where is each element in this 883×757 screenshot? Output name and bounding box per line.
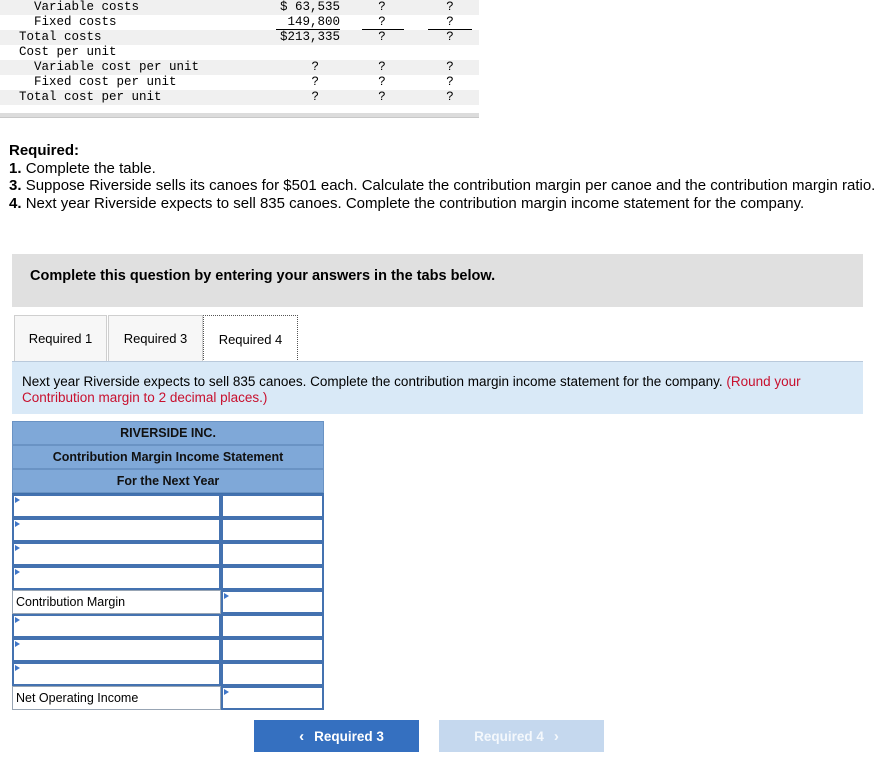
- tab-required-1[interactable]: Required 1: [14, 315, 107, 362]
- line-item-select[interactable]: [12, 542, 221, 566]
- net-operating-income-label: Net Operating Income: [12, 686, 221, 710]
- dropdown-marker-icon: [15, 497, 20, 503]
- cell-col2: ?: [378, 0, 386, 14]
- amount-input[interactable]: [221, 518, 324, 542]
- row-label: Total cost per unit: [19, 90, 162, 104]
- required-instructions: [9, 142, 881, 212]
- contribution-margin-input[interactable]: [221, 590, 324, 614]
- row-label: Fixed costs: [34, 15, 117, 29]
- cost-row-total-costs: [0, 30, 479, 45]
- cell-col1: $ 63,535: [279, 0, 340, 14]
- cell-col1: ?: [311, 75, 319, 89]
- statement-row-6: [12, 638, 324, 662]
- chevron-left-icon: ‹: [299, 727, 305, 745]
- line-item-select[interactable]: [12, 518, 221, 542]
- table-bottom-rule: [0, 113, 479, 118]
- next-required-4-button[interactable]: [439, 720, 604, 752]
- amount-input[interactable]: [221, 566, 324, 590]
- row-label: Variable cost per unit: [34, 60, 200, 74]
- item4-num: 4.: [9, 194, 22, 212]
- cell-col3: ?: [446, 60, 454, 74]
- cell-col3: ?: [446, 15, 454, 29]
- item4-text: Next year Riverside expects to sell 835 canoes. Complete the contribution margin income statement for the company.: [25, 194, 805, 212]
- cell-col2: ?: [378, 90, 386, 104]
- question-panel: [12, 362, 863, 414]
- input-marker-icon: [224, 593, 229, 599]
- cost-row-fixed-costs: [0, 15, 479, 30]
- cell-col1: $213,335: [279, 30, 340, 44]
- next-button-label: Required 4: [474, 728, 544, 744]
- row-label: Cost per unit: [19, 45, 117, 59]
- prev-button-label: Required 3: [314, 728, 384, 744]
- dropdown-marker-icon: [15, 641, 20, 647]
- tab-required-4[interactable]: Required 4: [203, 315, 298, 362]
- cell-col3: ?: [446, 0, 454, 14]
- amount-input[interactable]: [221, 494, 324, 518]
- net-operating-income-input[interactable]: [221, 686, 324, 710]
- cell-col1: ?: [311, 90, 319, 104]
- cell-col3: ?: [446, 90, 454, 104]
- instructions-text: Complete this question by entering your answers in the tabs below.: [30, 268, 496, 284]
- statement-row-net-operating-income: [12, 686, 324, 710]
- amount-input[interactable]: [221, 542, 324, 566]
- statement-period: For the Next Year: [12, 469, 324, 493]
- dropdown-marker-icon: [15, 521, 20, 527]
- statement-row-1: [12, 494, 324, 518]
- line-item-select[interactable]: [12, 614, 221, 638]
- cost-row-fixed-cost-per-unit: [0, 75, 479, 90]
- required-heading: Required:: [9, 142, 80, 159]
- line-item-select[interactable]: [12, 566, 221, 590]
- statement-title: Contribution Margin Income Statement: [12, 445, 324, 469]
- instructions-bar: [12, 254, 863, 307]
- row-label: Fixed cost per unit: [34, 75, 177, 89]
- item1-num: 1.: [9, 159, 22, 177]
- cell-col1: 149,800: [287, 15, 340, 29]
- cell-col2: ?: [378, 75, 386, 89]
- dropdown-marker-icon: [15, 545, 20, 551]
- rounding-note: (Round your Contribution margin to 2 decimal places.): [22, 374, 801, 405]
- cost-row-cost-per-unit: [0, 45, 479, 60]
- cell-col1: ?: [311, 60, 319, 74]
- statement-row-5: [12, 614, 324, 638]
- statement-row-contribution-margin: [12, 590, 324, 614]
- cell-col2: ?: [378, 15, 386, 29]
- row-label: Total costs: [19, 30, 102, 44]
- contribution-margin-label: Contribution Margin: [12, 590, 221, 614]
- amount-input[interactable]: [221, 662, 324, 686]
- item3-text: Suppose Riverside sells its canoes for $501 each. Calculate the contribution margin per canoe and the contribution margin ratio.: [25, 177, 876, 194]
- statement-row-4: [12, 566, 324, 590]
- cell-col2: ?: [378, 60, 386, 74]
- question-text: Next year Riverside expects to sell 835 canoes. Complete the contribution margin income statement for the company.: [22, 374, 723, 389]
- dropdown-marker-icon: [15, 665, 20, 671]
- row-label: Variable costs: [34, 0, 140, 14]
- item3-num: 3.: [9, 177, 22, 194]
- line-item-select[interactable]: [12, 494, 221, 518]
- tab-required-3[interactable]: Required 3: [108, 315, 203, 362]
- cell-col3: ?: [446, 30, 454, 44]
- statement-row-2: [12, 518, 324, 542]
- statement-company: RIVERSIDE INC.: [12, 421, 324, 445]
- amount-input[interactable]: [221, 638, 324, 662]
- dropdown-marker-icon: [15, 569, 20, 575]
- cost-row-variable-cost-per-unit: [0, 60, 479, 75]
- cost-row-variable-costs: [0, 0, 479, 15]
- dropdown-marker-icon: [15, 617, 20, 623]
- statement-row-3: [12, 542, 324, 566]
- chevron-right-icon: ›: [553, 727, 559, 745]
- line-item-select[interactable]: [12, 638, 221, 662]
- prev-required-3-button[interactable]: [254, 720, 419, 752]
- item1-text: Complete the table.: [25, 159, 156, 177]
- cell-col3: ?: [446, 75, 454, 89]
- amount-input[interactable]: [221, 614, 324, 638]
- line-item-select[interactable]: [12, 662, 221, 686]
- input-marker-icon: [224, 689, 229, 695]
- statement-row-7: [12, 662, 324, 686]
- cell-col2: ?: [378, 30, 386, 44]
- cost-row-total-cost-per-unit: [0, 90, 479, 105]
